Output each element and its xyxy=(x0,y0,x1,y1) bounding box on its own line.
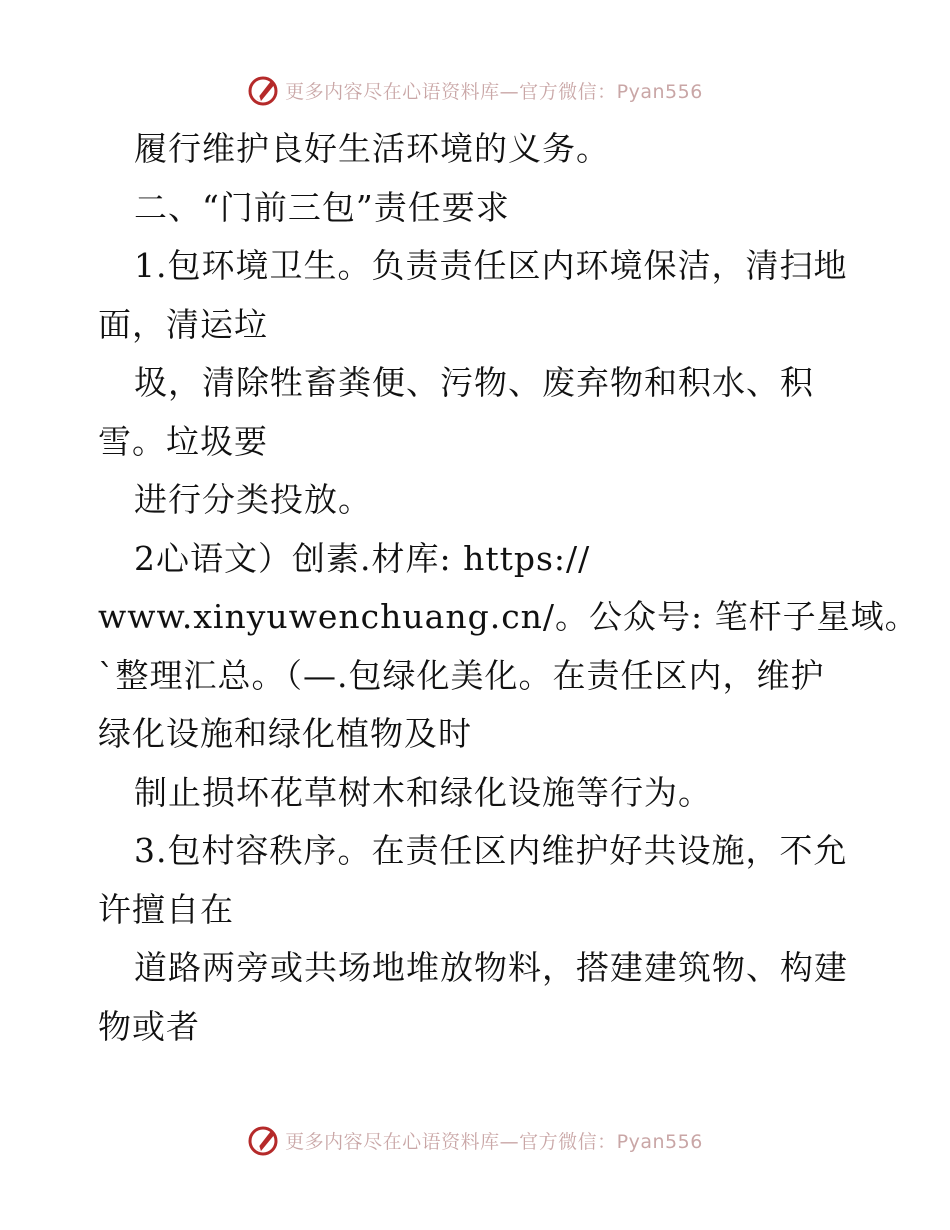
text-line: 道路两旁或共场地堆放物料，搭建建筑物、构建 xyxy=(134,948,848,987)
pen-logo-icon xyxy=(247,73,281,107)
header-watermark-text: 更多内容尽在心语资料库—官方微信：Pyan556 xyxy=(285,80,703,103)
text-line: www.xinyuwenchuang.cn/。公众号: 笔杆子星域。 xyxy=(98,597,919,636)
text-line: `整理汇总。（—.包绿化美化。在责任区内，维护 xyxy=(98,655,825,695)
footer-watermark xyxy=(0,1120,950,1160)
footer-watermark-text: 更多内容尽在心语资料库—官方微信：Pyan556 xyxy=(285,1130,703,1153)
text-line: 物或者 xyxy=(98,1006,200,1046)
header-watermark xyxy=(0,70,950,110)
text-line: 1.包环境卫生。负责责任区内环境保洁，清扫地 xyxy=(134,246,848,285)
text-line: 2心语文）创素.材库: https:// xyxy=(134,538,591,578)
text-line: 3.包村容秩序。在责任区内维护好共设施，不允 xyxy=(134,831,848,870)
text-line: 进行分类投放。 xyxy=(134,480,372,519)
text-line: 雪。垃圾要 xyxy=(98,421,268,461)
text-line: 面，清运垃 xyxy=(98,304,268,344)
document-body xyxy=(98,120,919,1056)
text-line: 二、“门前三包”责任要求 xyxy=(134,187,510,227)
text-line: 许擅自在 xyxy=(98,889,234,929)
text-line: 制止损坏花草树木和绿化设施等行为。 xyxy=(134,772,712,812)
text-line: 圾，清除牲畜粪便、污物、废弃物和积水、积 xyxy=(134,363,814,402)
text-line: 绿化设施和绿化植物及时 xyxy=(98,714,472,753)
text-line: 履行维护良好生活环境的义务。 xyxy=(134,129,610,168)
pen-logo-icon xyxy=(247,1123,281,1157)
